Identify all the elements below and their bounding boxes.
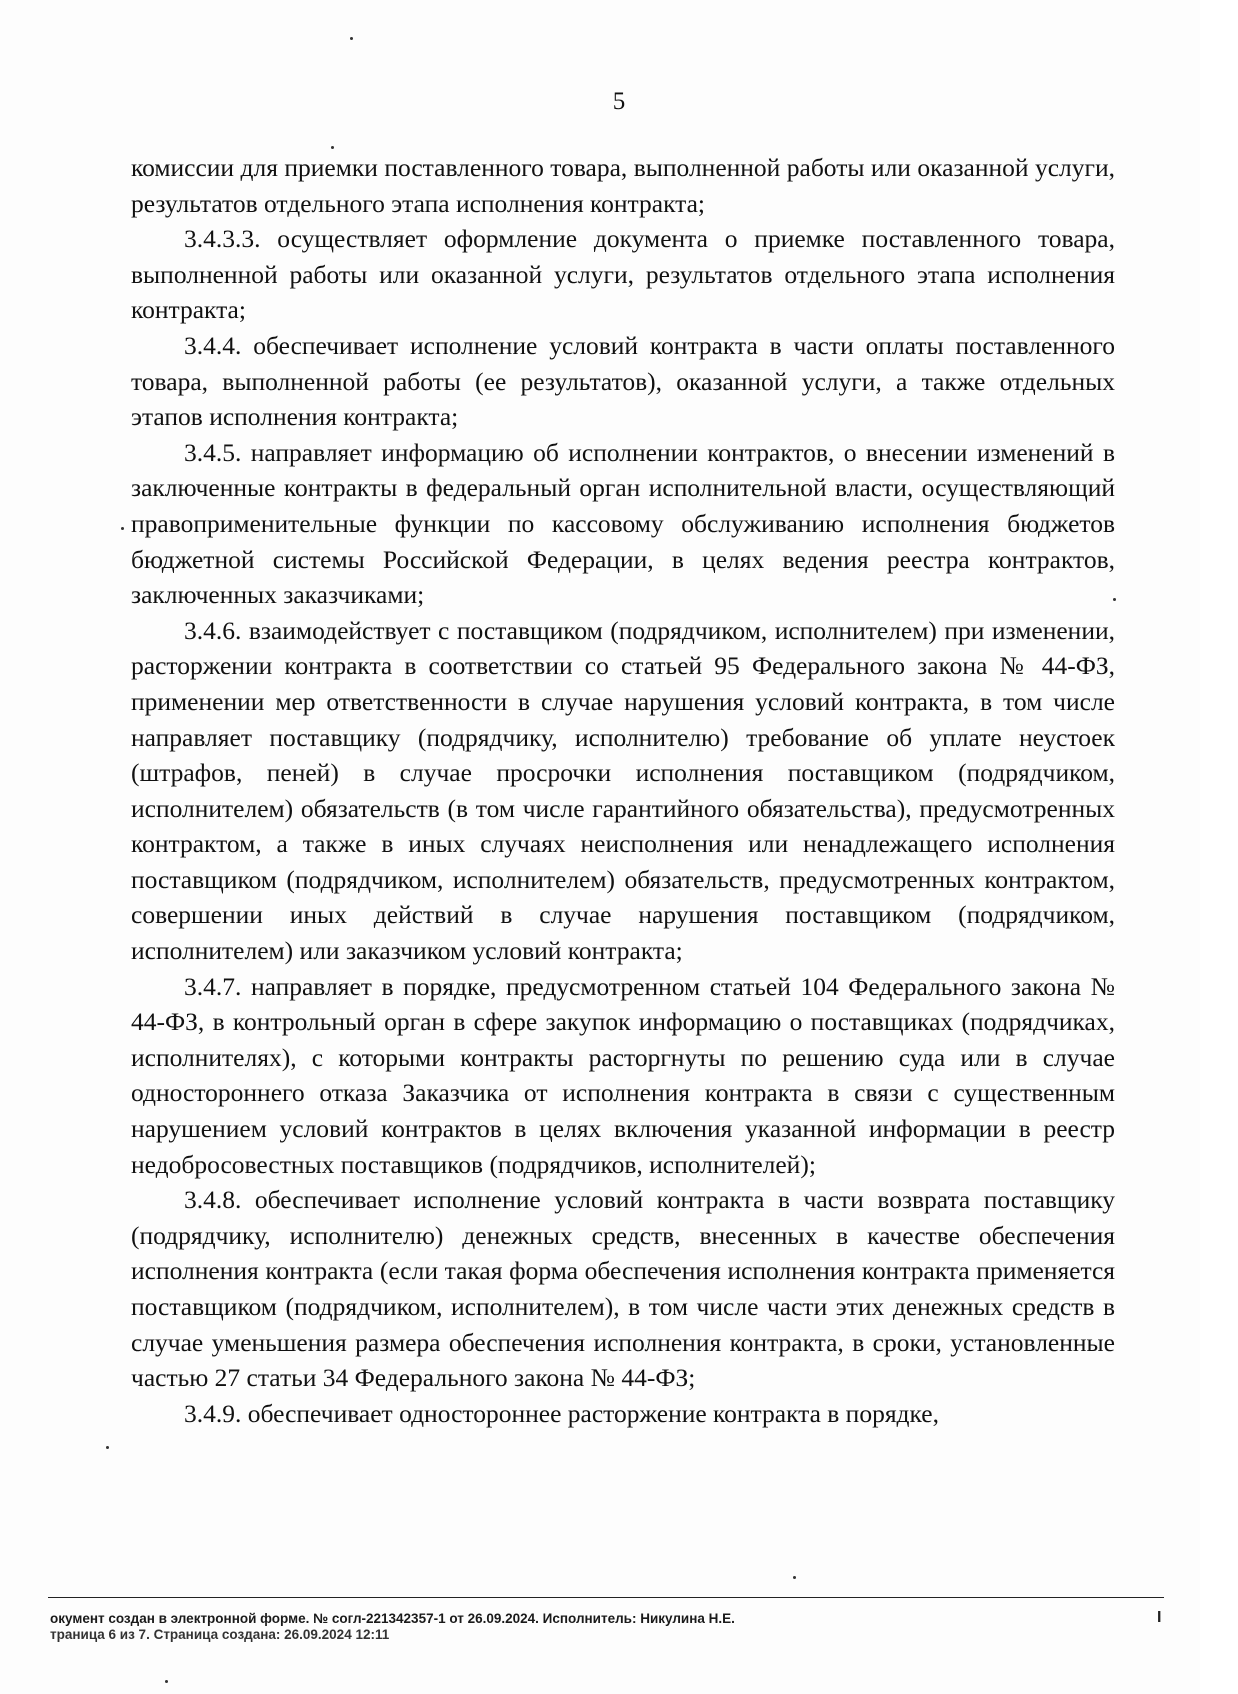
scan-speck — [350, 37, 353, 40]
scan-speck — [165, 1680, 168, 1683]
paragraph-3-4-6: 3.4.6. взаимодействует с поставщиком (подрядчиком, исполнителем) при изменении, расторжении контракта в соответствии со статьей 95 Федерального закона № 44-ФЗ, применении мер ответственности в случае нарушения условий контракта, в том числе направляет поставщику (подрядчику, исполнителю) требование об уплате неустоек (штрафов, пеней) в случае просрочки исполнения поставщиком (подрядчиком, исполнителем) обязательств (в том числе гарантийного обязательства), предусмотренных контрактом, а также в иных случаях неисполнения или ненадлежащего исполнения поставщиком (подрядчиком, исполнителем) обязательств, предусмотренных контрактом, совершении иных действий в случае нарушения поставщиком (подрядчиком, исполнителем) или заказчиком условий контракта; — [131, 615, 1115, 966]
scan-speck — [331, 146, 334, 149]
paragraph-3-4-3-3: 3.4.3.3. осуществляет оформление документа о приемке поставленного товара, выполненной работы или оказанной услуги, результатов отдельного этапа исполнения контракта; — [131, 224, 1115, 325]
scan-speck — [793, 1576, 796, 1579]
stamp-line-1: окумент создан в электронной форме. № согл-221342357-1 от 26.09.2024. Исполнитель: Никулина Н.Е. — [50, 1611, 735, 1626]
stamp-line-2: траница 6 из 7. Страница создана: 26.09.2024 12:11 — [50, 1627, 390, 1642]
electronic-document-stamp — [50, 1611, 735, 1642]
paragraph-3-4-4: 3.4.4. обеспечивает исполнение условий контракта в части оплаты поставленного товара, выполненной работы (ее результатов), оказанной услуги, а также отдельных этапов исполнения контракта; — [131, 330, 1115, 432]
footer-divider — [48, 1597, 1164, 1598]
document-body — [131, 150, 1115, 1431]
page-number: 5 — [612, 88, 626, 115]
scan-speck — [106, 1446, 109, 1449]
paragraph-3-4-8: 3.4.8. обеспечивает исполнение условий контракта в части возврата поставщику (подрядчику, исполнителю) денежных средств, внесенных в качестве обеспечения исполнения контракта (если такая форма обеспечения исполнения контракта применяется поставщиком (подрядчиком, исполнителем), в том числе части этих денежных средств в случае уменьшения размера обеспечения исполнения контракта, в сроки, установленные частью 27 статьи 34 Федерального закона № 44-ФЗ; — [131, 1185, 1115, 1393]
paragraph-3-4-7: 3.4.7. направляет в порядке, предусмотренном статьей 104 Федерального закона № 44-ФЗ, в контрольный орган в сфере закупок информацию о поставщиках (подрядчиках, исполнителях), с которыми контракты расторгнуты по решению суда или в случае одностороннего отказа Заказчика от исполнения контракта в связи с существенным нарушением условий контрактов в целях включения указанной информации в реестр недобросовестных поставщиков (подрядчиков, исполнителей); — [131, 971, 1115, 1179]
paragraph-3-4-5: 3.4.5. направляет информацию об исполнении контрактов, о внесении изменений в заключенные контракты в федеральный орган исполнительной власти, осуществляющий правоприменительные функции по кассовому обслуживанию исполнения бюджетов бюджетной системы Российской Федерации, в целях ведения реестра контрактов, заключенных заказчиками; — [131, 437, 1115, 610]
scan-speck — [1113, 598, 1116, 601]
scan-speck — [121, 527, 124, 530]
paragraph-continuation: комиссии для приемки поставленного товара, выполненной работы или оказанной услуги, результатов отдельного этапа исполнения контракта; — [131, 153, 1115, 218]
paragraph-3-4-9: 3.4.9. обеспечивает одностороннее расторжение контракта в порядке, — [184, 1398, 939, 1428]
footer-edge-mark: I — [1157, 1609, 1162, 1626]
